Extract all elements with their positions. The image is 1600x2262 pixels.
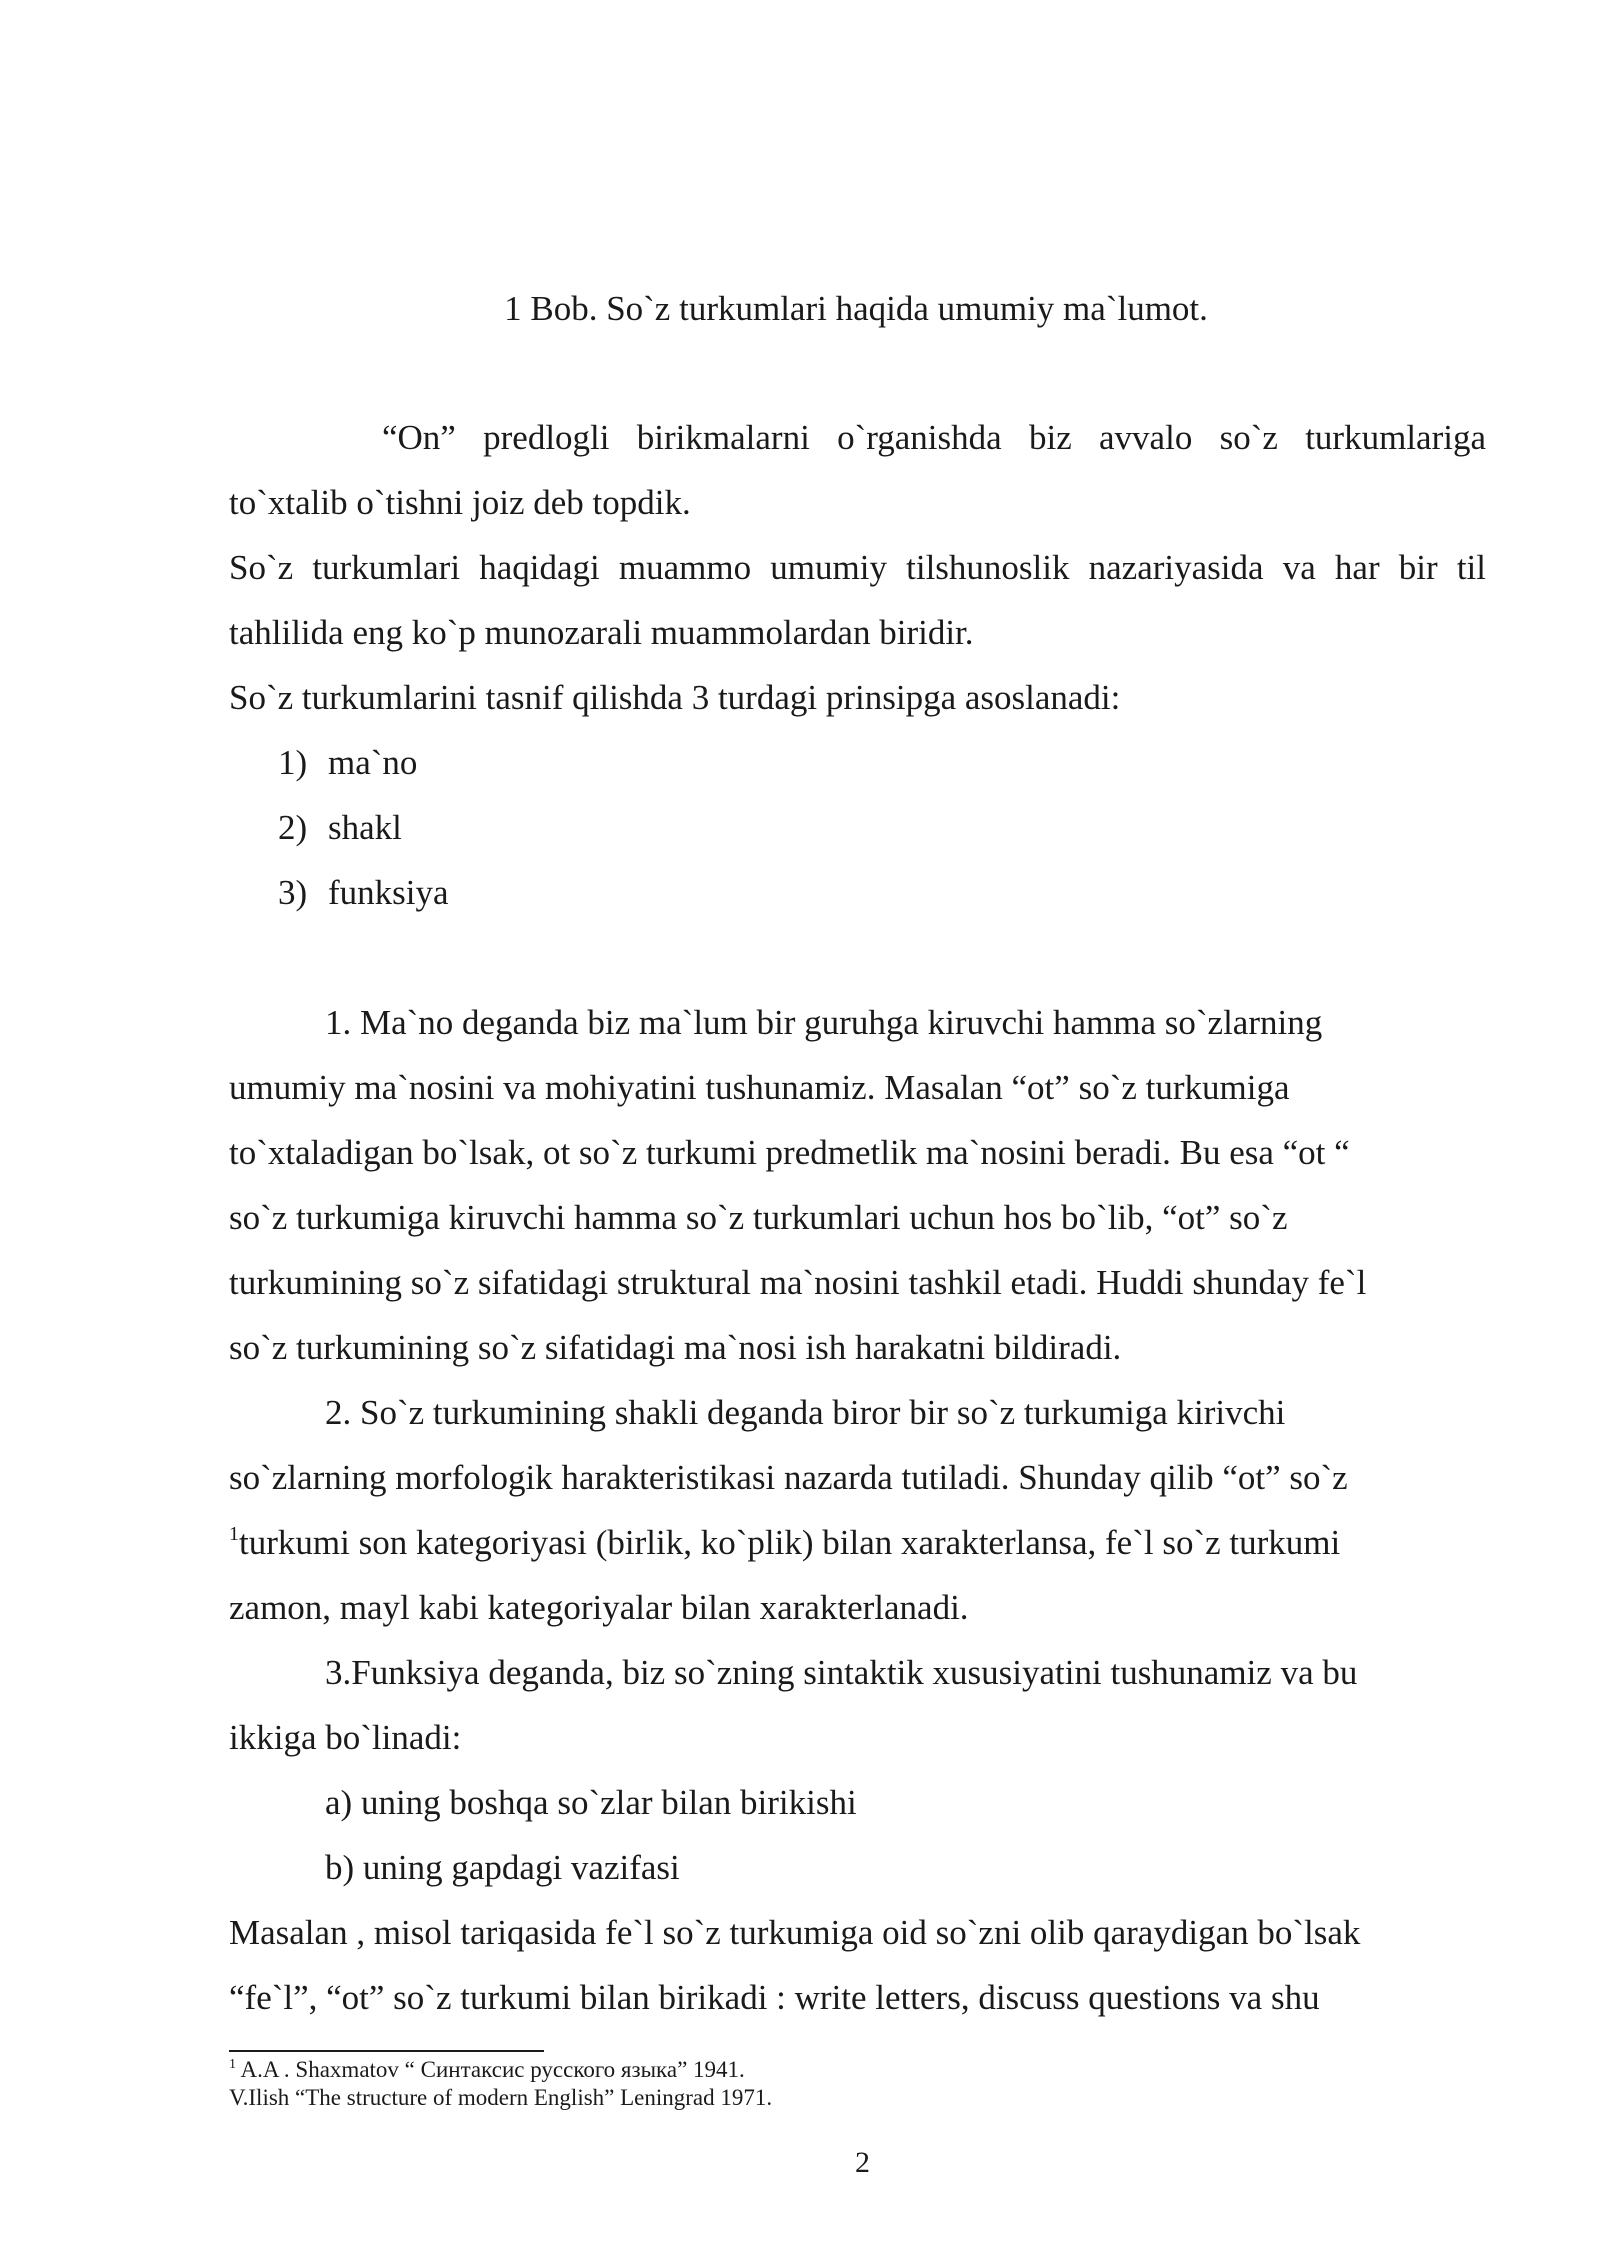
- section3-line-4: “fe`l”, “ot” so`z turkumi bilan birikadi : write letters, discuss questions va shu: [229, 1978, 1320, 2017]
- principle-number: 3): [278, 873, 308, 912]
- section1-line-3: to`xtaladigan bo`lsak, ot so`z turkumi predmetlik ma`nosini beradi. Bu esa “ot “: [229, 1133, 1350, 1172]
- principle-label: shakl: [328, 808, 402, 847]
- section3-line-1: 3.Funksiya deganda, biz so`zning sintaktik xususiyatini tushunamiz va bu: [325, 1653, 1358, 1692]
- footnote-reference: 1: [229, 1523, 239, 1545]
- page-number: 2: [855, 2146, 870, 2179]
- footnote-separator: [229, 2050, 544, 2052]
- principle-label: funksiya: [328, 873, 449, 912]
- footnote-1: [229, 2056, 745, 2084]
- chapter-title: 1 Bob. So`z turkumlari haqida umumiy ma`lumot.: [504, 289, 1208, 328]
- section1-line-4: so`z turkumiga kiruvchi hamma so`z turkumlari uchun hos bo`lib, “ot” so`z: [229, 1198, 1288, 1237]
- section1-line-1: 1. Ma`no deganda biz ma`lum bir guruhga kiruvchi hamma so`zlarning: [325, 1003, 1323, 1042]
- section2-line-2: so`zlarning morfologik harakteristikasi nazarda tutiladi. Shunday qilib “ot” so`z: [229, 1458, 1348, 1497]
- footnote-2: V.Ilish “The structure of modern English” Leningrad 1971.: [229, 2085, 773, 2110]
- intro-line-4: tahlilida eng ko`p munozarali muammolardan biridir.: [229, 613, 974, 652]
- function-item-a: a) uning boshqa so`zlar bilan birikishi: [325, 1783, 857, 1822]
- intro-line-1: “On” predlogli birikmalarni o`rganishda biz avvalo so`z turkumlariga: [382, 418, 1486, 457]
- section3-line-2: ikkiga bo`linadi:: [229, 1718, 462, 1757]
- intro-line-2: to`xtalib o`tishni joiz deb topdik.: [229, 483, 691, 522]
- footnote-1-text: A.A . Shaxmatov “ Синтаксис русского языка” 1941.: [236, 2057, 745, 2082]
- section1-line-5: turkumining so`z sifatidagi struktural ma`nosini tashkil etadi. Huddi shunday fe`l: [229, 1263, 1367, 1302]
- section1-line-6: so`z turkumining so`z sifatidagi ma`nosi ish harakatni bildiradi.: [229, 1328, 1122, 1367]
- principle-item-3: [278, 873, 449, 913]
- principle-number: 1): [278, 743, 308, 782]
- footnote-mark: 1: [229, 2057, 236, 2072]
- principle-item-1: [278, 743, 417, 783]
- section1-line-2: umumiy ma`nosini va mohiyatini tushunamiz. Masalan “ot” so`z turkumiga: [229, 1068, 1290, 1107]
- section2-line-3: [229, 1523, 1340, 1563]
- function-item-b: b) uning gapdagi vazifasi: [325, 1848, 680, 1887]
- section2-line-3-text: turkumi son kategoriyasi (birlik, ko`plik) bilan xarakterlansa, fe`l so`z turkumi: [239, 1523, 1341, 1562]
- intro-line-5: So`z turkumlarini tasnif qilishda 3 turdagi prinsipga asoslanadi:: [229, 678, 1121, 717]
- principle-label: ma`no: [328, 743, 418, 782]
- principle-item-2: [278, 808, 402, 848]
- intro-line-3: So`z turkumlari haqidagi muammo umumiy tilshunoslik nazariyasida va har bir til: [229, 548, 1486, 587]
- section2-line-1: 2. So`z turkumining shakli deganda biror bir so`z turkumiga kirivchi: [325, 1393, 1286, 1432]
- section3-line-3: Masalan , misol tariqasida fe`l so`z turkumiga oid so`zni olib qaraydigan bo`lsak: [229, 1913, 1361, 1952]
- section2-line-4: zamon, mayl kabi kategoriyalar bilan xarakterlanadi.: [229, 1588, 969, 1627]
- principle-number: 2): [278, 808, 308, 847]
